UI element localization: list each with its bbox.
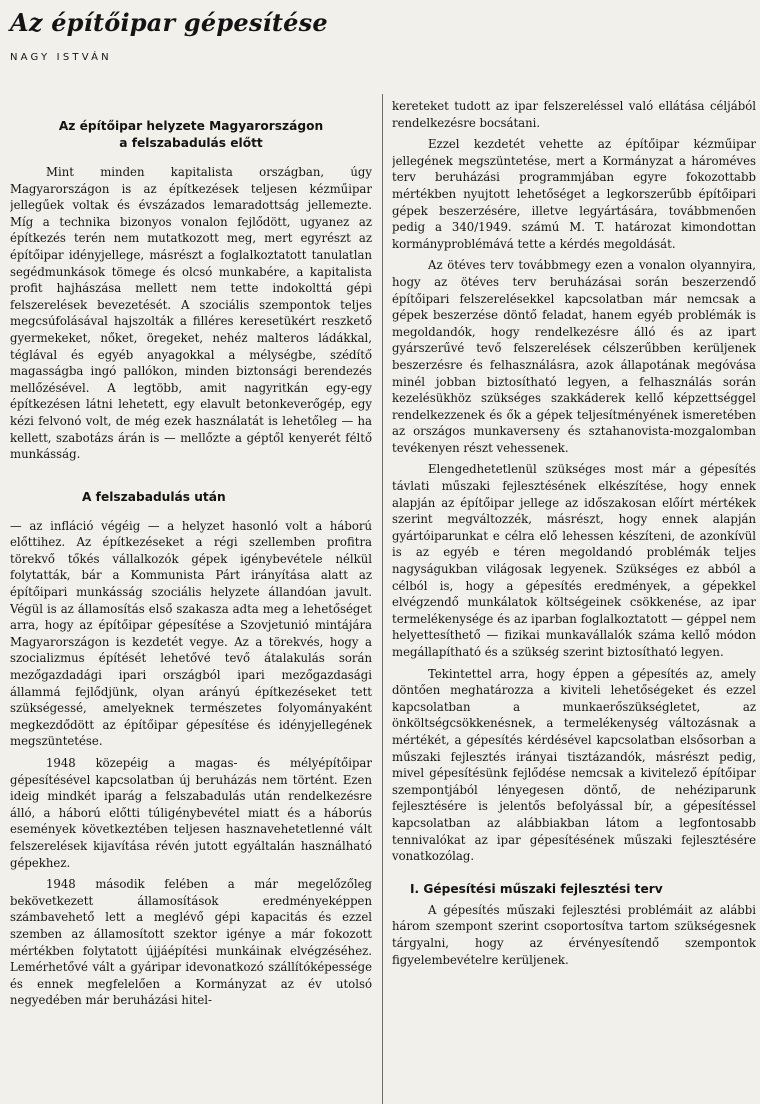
paragraph: Elengedhetetlenül szükséges most már a gépesítés távlati műszaki fejlesztésének elkészítése, hogy ennek alapján az építőipar jellege az időszakosan előírt mértékek szerint megváltozzék, másrészt, hogy ennek alapján gyártóiparunkat e célra elő lehessen készíteni, de azonkívül is az egyéb e téren megoldandó problémák teljes nagyságukban világosak legyenek. Szükséges ez abból a célból is, hogy a gépesítés eredmények, a gépekkel elvégzendő munkálatok költségeinek csökkenése, az ipar termelékenysége és az iparban foglalkoztatott — géppel nem helyettesíthető — fizikai munkavállalók száma kellő módon megállapítható és a szükség szerint biztosítható legyen. bbox=[392, 462, 756, 659]
paragraph: 1948 második felében a már megelőzőleg bekövetkezett államosítások eredményeképpen számbavehető lett a meglévő gépi kapacitás és ezzel szemben az államosított szektor igénye a már fokozott mértékben folytatott újjáépítési munkáinak elvégzéséhez. Lemérhetővé vált a gyáripar idevonatkozó szállítóképessége és ennek megfelelően a Kormányzat az év utolsó negyedében már beruházási hitel- bbox=[10, 877, 372, 1008]
article-author: NAGY ISTVÁN bbox=[10, 52, 112, 63]
paragraph: — az infláció végéig — a helyzet hasonló volt a háború előttihez. Az építkezéseket a régi szellemben profitra törekvő tőkés vállalkozók gépek igénybevétele nélkül folytatták, bár a Kommunista Párt irányítása alatt az építőipari munkásság szociális helyzete állandóan javult. Végül is az államosítás első szakasza adta meg a lehetőséget arra, hogy az építőipar gépesítése a Szovjetunió mintájára Magyarországon is kezdetét vegye. Az a törekvés, hogy a szocializmus építését lehetővé tevő átalakulás során mezőgazdadági ipari országból ipari mezőgazdasági állammá fejlődjünk, olyan arányú építkezéseket tett szükségessé, amelyeknek természetes folyományaként megkezdődött az építőipar gépesítése és idényjellegének megszüntetése. bbox=[10, 518, 372, 749]
column-divider bbox=[382, 94, 383, 1104]
paragraph: Ezzel kezdetét vehette az építőipar kézműipar jellegének megszüntetése, mert a Kormányzat a hároméves terv beruházási programmjában egyre fokozottabb mértékben nyujtott lehetőséget a legkorszerűbb építőipari gépek beszerzésére, illetve legyártására, továbbmenően pedig a 340/1949. számú M. T. határozat kimondottan kormányproblémává tette a kérdés megoldását. bbox=[392, 137, 756, 251]
paragraph: A gépesítés műszaki fejlesztési problémáit az alábbi három szempont szerint csoportosítva tartom szükségesnek tárgyalni, hogy az érvényesítendő szempontok figyelembevételre kerüljenek. bbox=[392, 902, 756, 967]
section-heading-technical-plan: I. Gépesítési műszaki fejlesztési terv bbox=[410, 881, 663, 896]
paragraph: Az ötéves terv továbbmegy ezen a vonalon olyannyira, hogy az ötéves terv beruházásai során beszerzendő építőipari felszerelésekkel kapcsolatban már nemcsak a gépek beszerzése döntő feladat, hanem egyéb problémák is megoldandók, hogy rendelkezésre álló és az ipart gyárszerűvé tevő felszerelések célszerűbben kerüljenek beszerzésre és felhasználásra, azok állapotának megóvása minél jobban biztosítható legyen, a felhasználás során kezelésükhöz szükséges szakkáderek kellő képzettséggel rendelkezzenek és ők a gépek teljesítményének ismeretében az országos munkaverseny és sztahanovista-mozgalomban tevékenyen részt vehessenek. bbox=[392, 258, 756, 455]
section-heading-before-liberation: Az építőipar helyzete Magyarországon a felszabadulás előtt bbox=[58, 119, 324, 150]
article-title: Az építőipar gépesítése bbox=[10, 8, 328, 37]
paragraph: Mint minden kapitalista országban, úgy Magyarországon is az építkezések teljesen kézműipar jellegűek voltak és évszázados lemaradottság jellemezte. Míg a technika bizonyos vonalon fejlődött, ugyanez az építkezés terén nem mutatkozott meg, mert egyrészt az építőipar idényjellege, másrészt a foglalkoztatott tanulatlan segédmunkások tömege és olcsó munkabére, a kapitalista profit hajhászása mellett nem tette indokolttá gépi felszerelések bevezetését. A szociális szempontok teljes megcsúfolásával hajszolták a filléres keresetükért reszkető gyermekeket, nőket, öregeket, nehéz malteros ládákkal, téglával és egyéb anyagokkal a mélységbe, szédítő magasságba ingó pallókon, minden biztonsági berendezés mellőzésével. A legtöbb, amit nagyritkán egy-egy építkezésen látni lehetett, egy elavult betonkeverőgép, egy kézi felvonó volt, de még ezek használatát is lehetőleg — ha kellett, szabotázs árán is — mellőzte a géptől kenyerét féltő munkásság. bbox=[10, 165, 372, 462]
section-heading-after-liberation: A felszabadulás után bbox=[82, 489, 226, 504]
left-column bbox=[10, 118, 372, 1104]
paragraph: kereteket tudott az ipar felszereléssel való ellátása céljából rendelkezésre bocsátani. bbox=[392, 99, 756, 130]
paragraph: Tekintettel arra, hogy éppen a gépesítés az, amely döntően meghatározza a kiviteli lehetőségeket és ezzel kapcsolatban a munkaerőszükségletet, az önköltségcsökkenésnek, a termelékenység változásnak a mértékét, a gépesítés kérdésével kapcsolatban elsősorban a műszaki fejlesztés irányai tisztázandók, másrészt pedig, mivel gépesítésünk fejlődése nemcsak a kivitelező építőipar szempontjából lényegesen döntő, de nehéziparunk fejlesztésére is jelentős befolyással bír, a gépesítéssel kapcsolatban az alábbiakban látom a legfontosabb tennivalókat az ipar gépesítésének műszaki fejlesztésére vonatkozólag. bbox=[392, 666, 756, 864]
right-column bbox=[392, 98, 756, 1104]
paragraph: 1948 közepéig a magas- és mélyépítőipar gépesítésével kapcsolatban új beruházás nem történt. Ezen ideig mindkét iparág a felszabadulás után rendelkezésre álló, a háború előtti túligénybevétel miatt és a háborús események következtében teljesen hasznavehetetlenné vált felszerelések kijavítása révén jutott egyáltalán használható gépekhez. bbox=[10, 756, 372, 870]
